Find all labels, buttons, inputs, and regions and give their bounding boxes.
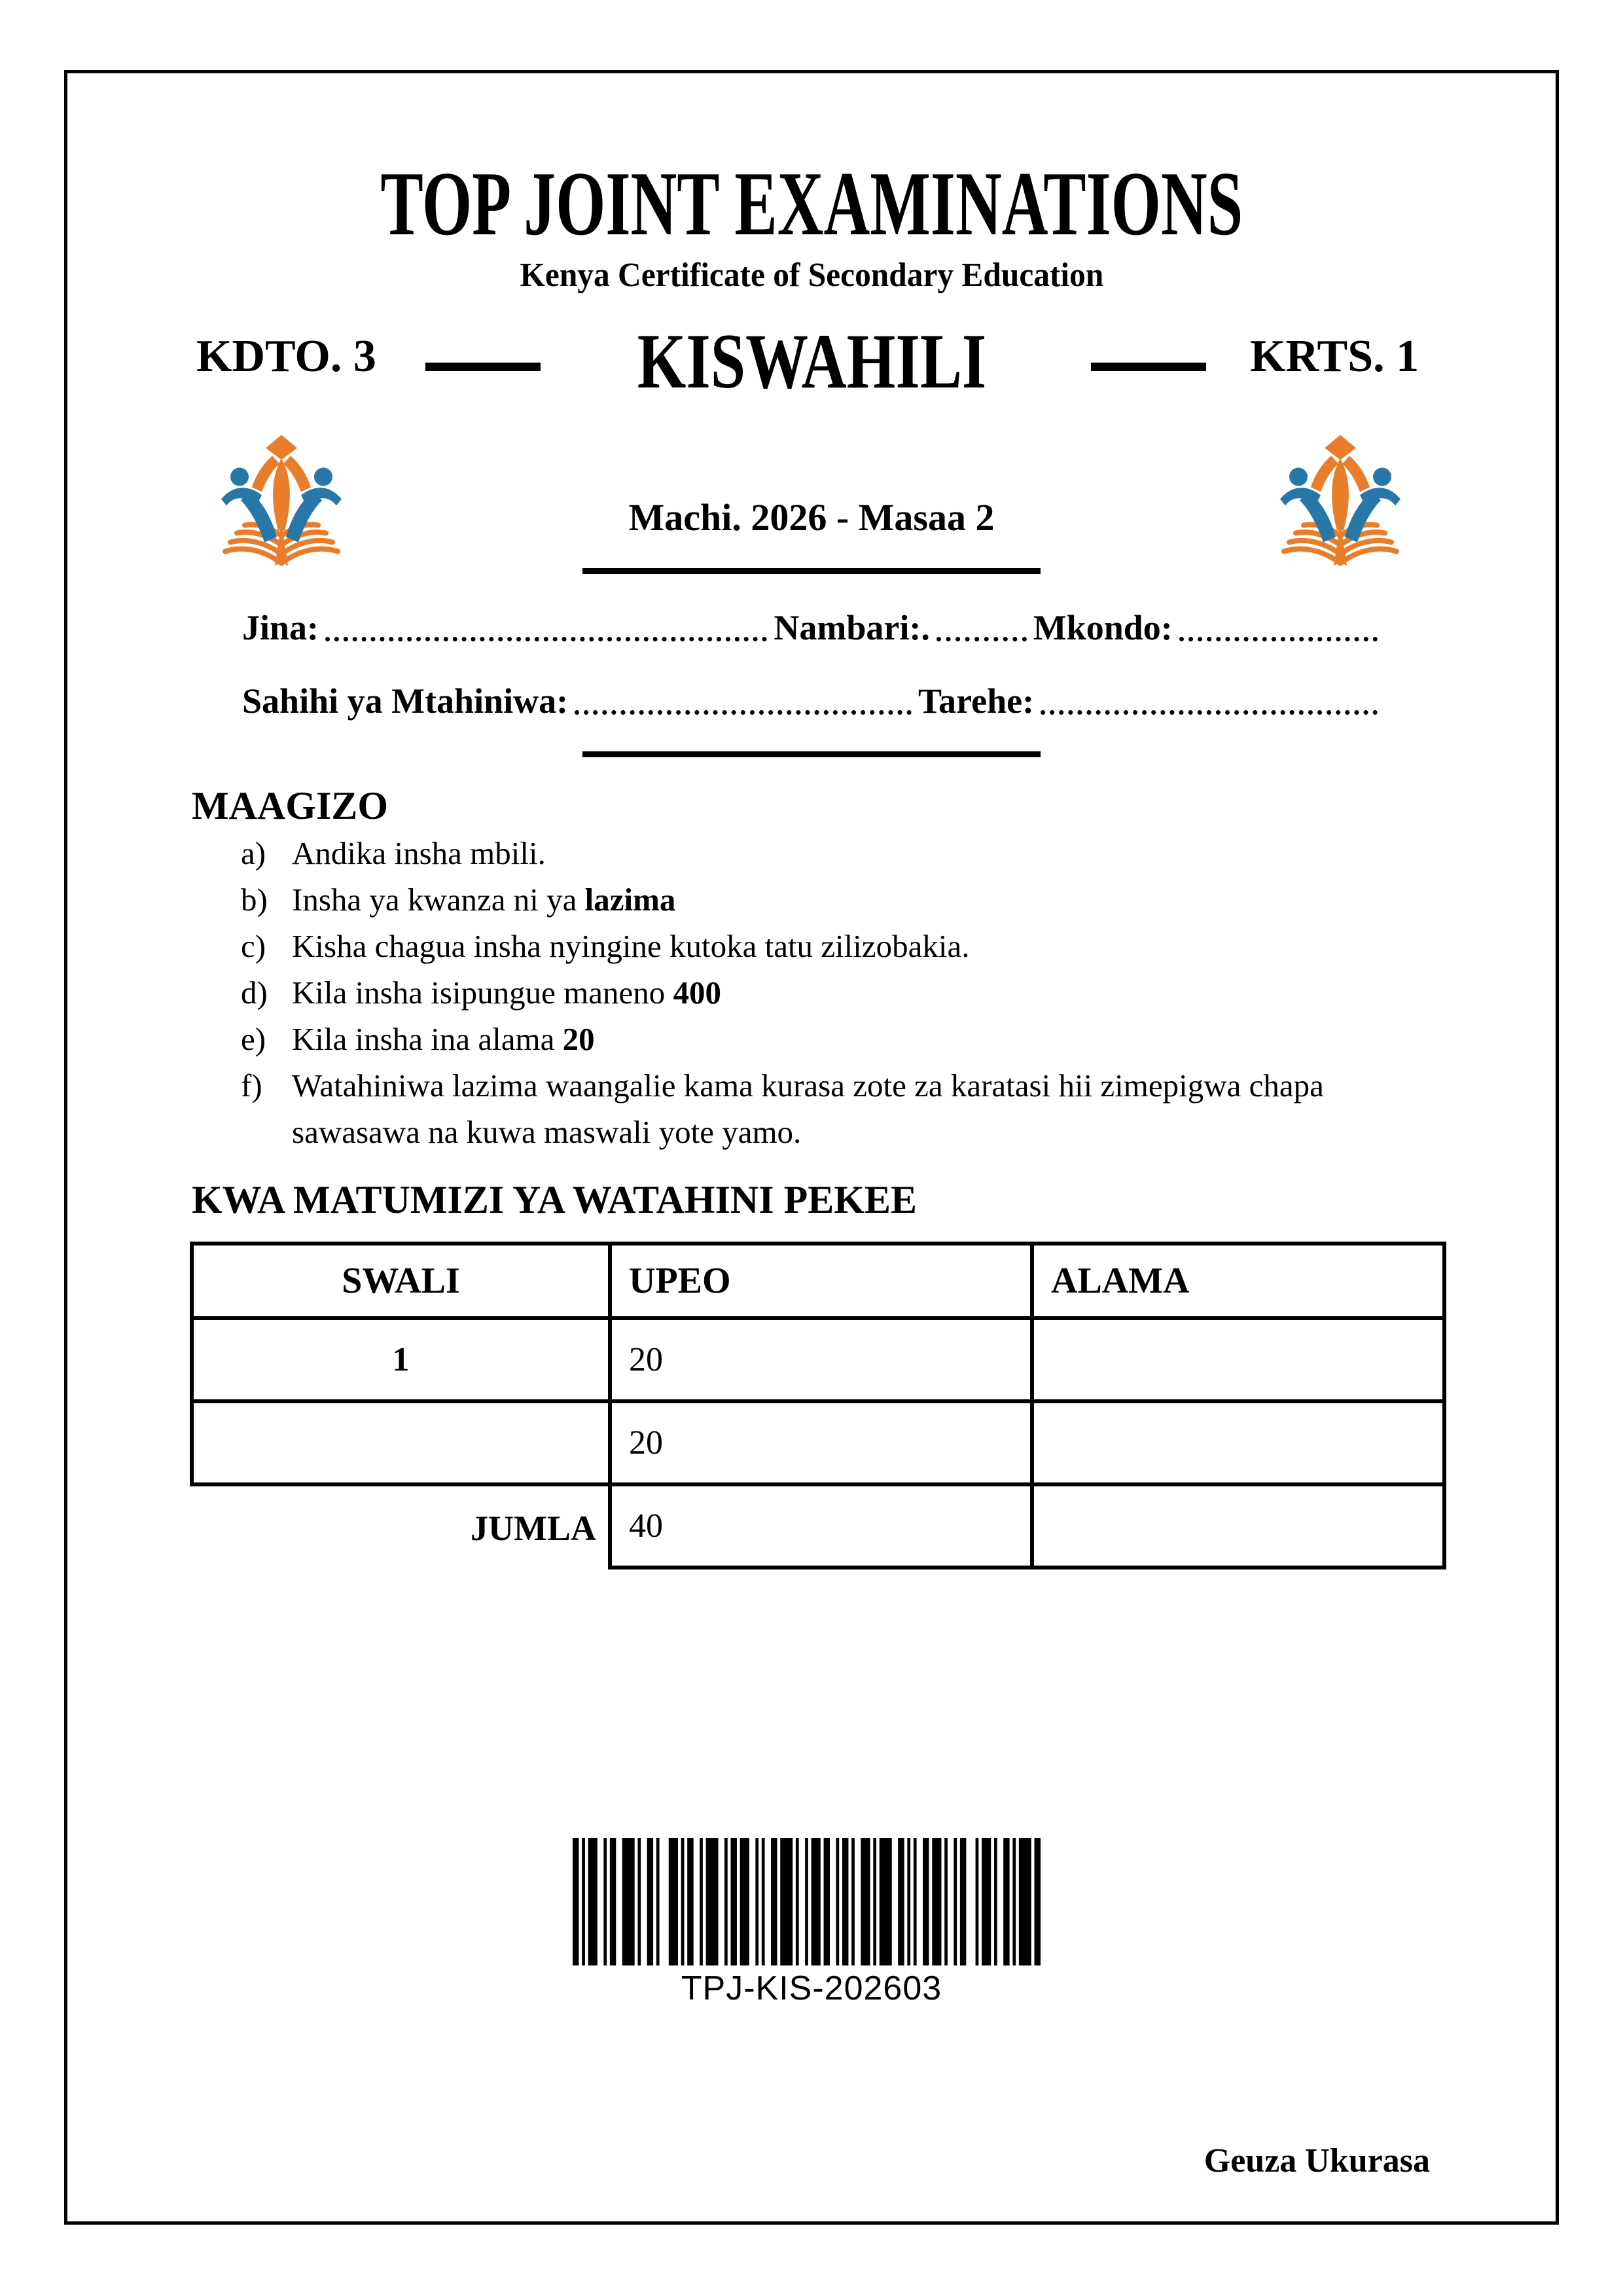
instruction-item: [241, 876, 1380, 923]
name-blank-line: [325, 637, 767, 641]
dash-rule-right: [1091, 363, 1206, 371]
instruction-letter: d): [241, 975, 268, 1011]
table-cell-alama-1: [1034, 1320, 1446, 1403]
instruction-letter: c): [241, 928, 266, 964]
subject-title: KISWAHILI: [637, 317, 986, 404]
date-label: Tarehe:: [918, 681, 1035, 721]
board-title: [0, 153, 1623, 255]
instruction-letter: a): [241, 835, 266, 871]
certification-subtitle: [0, 257, 1623, 294]
candidate-name-row: [242, 607, 1384, 649]
signature-date-row: [242, 681, 1384, 723]
divider-rule-top: [582, 568, 1041, 574]
date-blank-line: [1041, 710, 1378, 715]
instruction-text: Watahiniwa lazima waangalie kama kurasa zote za karatasi hii zimepigwa chapa sawasawa na kuwa maswali yote yamo.: [292, 1067, 1324, 1150]
table-header-swali: SWALI: [190, 1242, 612, 1320]
signature-blank-line: [575, 710, 912, 715]
subject-row: [0, 317, 1623, 407]
certification-subtitle-text: Kenya Certificate of Secondary Education: [520, 257, 1103, 294]
instruction-item: [241, 1062, 1380, 1155]
examiner-use-heading: KWA MATUMIZI YA WATAHINI PEKEE: [192, 1178, 917, 1221]
instruction-text: Kila insha ina alama 20: [292, 1021, 595, 1057]
instruction-letter: e): [241, 1021, 266, 1057]
dash-rule-left: [425, 363, 541, 371]
instruction-text: Kila insha isipungue maneno 400: [292, 975, 721, 1011]
stream-blank-line: [1179, 637, 1378, 641]
session-date-line: Machi. 2026 - Masaa 2: [628, 496, 995, 539]
instruction-item: [241, 969, 1380, 1016]
instruction-item: [241, 830, 1380, 876]
table-header-upeo: UPEO: [612, 1242, 1034, 1320]
table-cell-swali-1: 1: [190, 1320, 612, 1403]
stream-label: Mkondo:: [1033, 608, 1173, 647]
barcode-image: [573, 1838, 1041, 1965]
index-number-blank-line: [936, 637, 1027, 641]
instruction-text: Insha ya kwanza ni ya lazima: [292, 882, 676, 918]
instruction-letter: f): [241, 1067, 262, 1103]
board-title-text: TOP JOINT EXAMINATIONS: [380, 153, 1243, 255]
table-cell-upeo-2: 20: [612, 1403, 1034, 1486]
instruction-letter: b): [241, 882, 268, 918]
turn-page-note: Geuza Ukurasa: [1204, 2142, 1430, 2179]
instructions-list: [241, 830, 1380, 1155]
table-header-alama: ALAMA: [1034, 1242, 1446, 1320]
table-cell-swali-2: [190, 1403, 612, 1486]
paper-code-left: KDTO. 3: [196, 331, 376, 382]
signature-label: Sahihi ya Mtahiniwa:: [242, 681, 569, 721]
instruction-item: [241, 1016, 1380, 1062]
index-number-label: Nambari:.: [774, 608, 930, 647]
instruction-text: Andika insha mbili.: [292, 835, 546, 871]
table-total-upeo: 40: [612, 1486, 1034, 1570]
instruction-text: Kisha chagua insha nyingine kutoka tatu zilizobakia.: [292, 928, 970, 964]
table-cell-alama-2: [1034, 1403, 1446, 1486]
divider-rule-bottom: [582, 751, 1041, 757]
marks-table: [190, 1242, 1446, 1570]
paper-code-right: KRTS. 1: [1250, 331, 1419, 382]
table-total-alama: [1034, 1486, 1446, 1570]
table-cell-upeo-1: 20: [612, 1320, 1034, 1403]
table-total-label: JUMLA: [190, 1486, 612, 1570]
name-label: Jina:: [242, 608, 319, 647]
instructions-heading: MAAGIZO: [192, 784, 388, 827]
instruction-item: [241, 923, 1380, 969]
barcode-text: TPJ-KIS-202603: [681, 1969, 942, 2007]
